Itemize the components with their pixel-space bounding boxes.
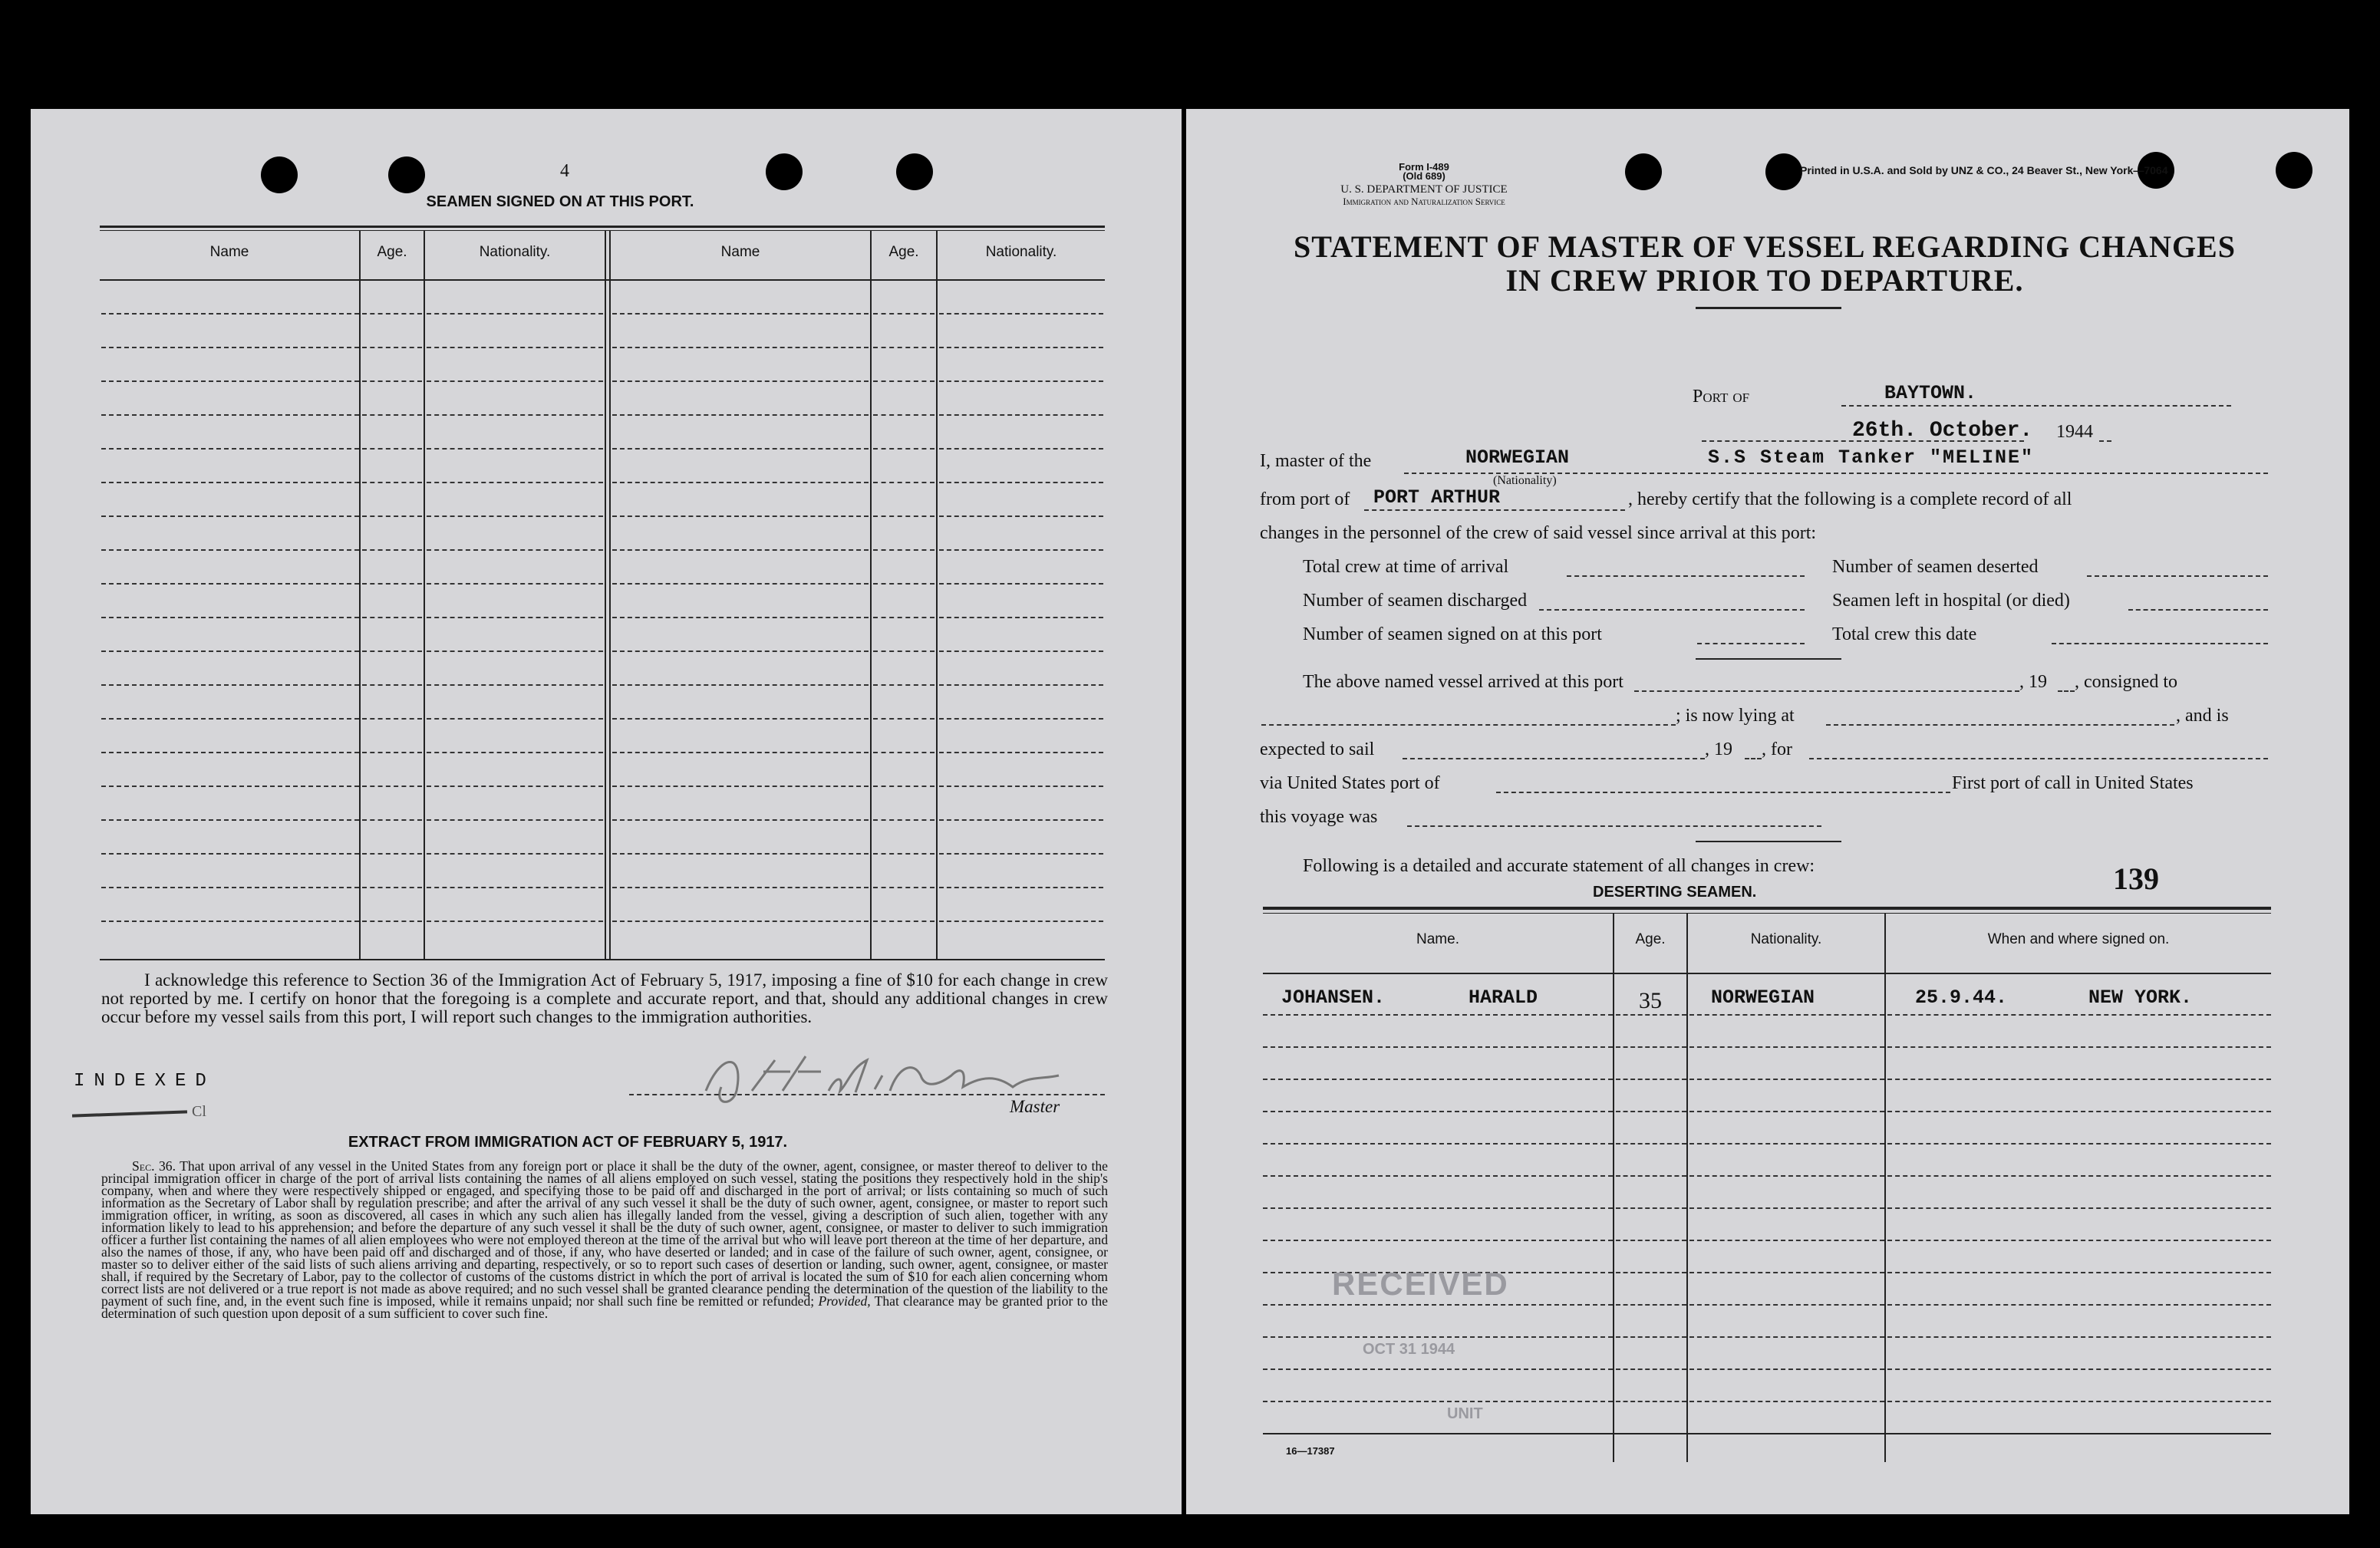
table-rule-line	[427, 853, 603, 855]
title-rule	[1696, 307, 1841, 309]
nationality-value: NORWEGIAN	[1465, 446, 1570, 469]
table-rule-line	[1689, 1175, 1884, 1177]
table-rule-line	[612, 752, 869, 753]
table-rule-line	[939, 887, 1103, 888]
from-port-line	[1364, 509, 1625, 511]
stamp-underline	[72, 1110, 187, 1117]
port-of-value: BAYTOWN.	[1884, 382, 1977, 404]
lying-line	[1826, 724, 2174, 726]
table-rule-line	[427, 684, 603, 686]
table-rule-line	[362, 752, 422, 753]
received-stamp-unit: UNIT	[1447, 1405, 1483, 1422]
table-rule-line	[1263, 1111, 1613, 1112]
stat-discharged: Number of seamen discharged	[1303, 591, 1528, 611]
table-rule-line	[101, 448, 359, 450]
table-rule-line	[427, 819, 603, 821]
master-of-label: I, master of the	[1260, 451, 1372, 471]
table-rule-line	[362, 549, 422, 551]
table-rule-line	[101, 684, 359, 686]
table-rule-line	[101, 347, 359, 348]
table-rule-line	[939, 617, 1103, 618]
table-rule-line	[101, 752, 359, 753]
extract-sec: Sec. 36.	[132, 1158, 176, 1174]
table-rule-line	[101, 718, 359, 720]
vessel-value: S.S Steam Tanker "MELINE"	[1708, 446, 2035, 469]
column-header-age: Age.	[377, 244, 407, 260]
col-divider	[424, 230, 425, 959]
table-rule-line	[362, 482, 422, 483]
deserting-title: DESERTING SEAMEN.	[1593, 884, 1757, 901]
table-rule-line	[1689, 1014, 1884, 1016]
table-rule-line	[1616, 1014, 1686, 1016]
year-line	[2099, 440, 2111, 442]
table-rule-line	[427, 380, 603, 382]
table-rule-line	[1689, 1143, 1884, 1145]
table-rule-line	[101, 650, 359, 652]
table-rule-line	[1616, 1304, 1686, 1306]
table-rule-line	[873, 752, 935, 753]
table-rule-line	[101, 380, 359, 382]
table-rule-line	[1689, 1111, 1884, 1112]
table-rule-line	[427, 482, 603, 483]
arrived-line	[1634, 690, 2019, 692]
table-rule-line	[101, 583, 359, 585]
table-rule-line	[612, 786, 869, 787]
arrived-text: The above named vessel arrived at this port	[1303, 672, 1623, 692]
column-header-name: Name	[209, 244, 249, 260]
table-rule-line	[1887, 1368, 2271, 1370]
stat-signed-on: Number of seamen signed on at this port	[1303, 624, 1602, 644]
table-rule-line	[873, 921, 935, 922]
extract-text	[101, 1160, 1108, 1319]
table-rule-line	[612, 347, 869, 348]
table-rule-line	[939, 684, 1103, 686]
table-rule-line	[873, 482, 935, 483]
column-header-age-2: Age.	[888, 244, 919, 260]
table-rule-line	[1616, 1207, 1686, 1209]
table-rule-line	[1689, 1272, 1884, 1273]
table-header-rule	[100, 279, 1105, 281]
table-rule-line	[101, 887, 359, 888]
stat-hospital: Seamen left in hospital (or died)	[1832, 591, 2070, 611]
table-rule-line	[1689, 1304, 1884, 1306]
table-rule-line	[873, 617, 935, 618]
table-rule-line	[362, 347, 422, 348]
table-rule-line	[1887, 1207, 2271, 1209]
column-header-nationality: Nationality.	[1750, 931, 1822, 947]
year-value: 1944	[2056, 422, 2093, 442]
stat-line	[2052, 643, 2268, 644]
deserter-surname: JOHANSEN.	[1281, 986, 1386, 1009]
table-rule-line	[362, 448, 422, 450]
table-top-rule-thin	[1263, 913, 2271, 914]
table-rule-line	[1616, 1401, 1686, 1402]
deserter-nationality: NORWEGIAN	[1711, 986, 1815, 1009]
table-rule-line	[362, 819, 422, 821]
table-rule-line	[1616, 1336, 1686, 1338]
stat-line	[2128, 609, 2268, 611]
table-rule-line	[427, 414, 603, 416]
table-rule-line	[612, 684, 869, 686]
table-rule-line	[612, 448, 869, 450]
table-top-rule-thin	[100, 230, 1105, 231]
table-rule-line	[873, 684, 935, 686]
table-rule-line	[939, 650, 1103, 652]
nationality-caption: (Nationality)	[1493, 474, 1557, 487]
consigned-to: , consigned to	[2075, 672, 2177, 692]
table-rule-line	[1263, 1143, 1613, 1145]
table-rule-line	[1616, 1368, 1686, 1370]
deserter-signed-date: 25.9.44.	[1915, 986, 2008, 1009]
table-rule-line	[873, 414, 935, 416]
table-rule-line	[427, 549, 603, 551]
table-rule-line	[101, 853, 359, 855]
column-header-signed-on: When and where signed on.	[1987, 931, 2170, 947]
table-rule-line	[427, 786, 603, 787]
table-rule-line	[939, 853, 1103, 855]
nineteen-2: , 19	[1705, 739, 1732, 759]
table-rule-line	[873, 718, 935, 720]
changes-text: changes in the personnel of the crew of said vessel since arrival at this port:	[1260, 523, 1817, 543]
table-rule-line	[612, 819, 869, 821]
col-divider	[1686, 913, 1688, 1462]
table-rule-line	[939, 718, 1103, 720]
column-header-name: Name.	[1416, 931, 1459, 947]
table-rule-line	[873, 380, 935, 382]
title-line-1: STATEMENT OF MASTER OF VESSEL REGARDING CHANGES	[1294, 229, 2236, 264]
col-divider	[359, 230, 361, 959]
deserter-age: 35	[1639, 988, 1662, 1013]
year-line	[1745, 758, 1762, 759]
right-page	[1186, 109, 2349, 1514]
stat-line	[1697, 643, 1805, 644]
received-stamp: RECEIVED	[1332, 1266, 1509, 1302]
via-port: via United States port of	[1260, 773, 1440, 793]
consignee-line	[1261, 724, 1676, 726]
form-number: Form I-489	[1399, 161, 1449, 173]
table-rule-line	[939, 482, 1103, 483]
voyage-was: this voyage was	[1260, 807, 1378, 827]
service: Immigration and Naturalization Service	[1343, 196, 1505, 207]
table-rule-line	[1887, 1304, 2271, 1306]
table-rule-line	[939, 819, 1103, 821]
received-stamp-date: OCT 31 1944	[1363, 1341, 1455, 1358]
table-rule-line	[1616, 1079, 1686, 1080]
title-line-2: IN CREW PRIOR TO DEPARTURE.	[1505, 263, 2024, 298]
date-value: 26th. October.	[1852, 419, 2033, 443]
port-of-line	[1841, 405, 2231, 407]
punch-hole	[2276, 152, 2312, 189]
table-rule-line	[1263, 1368, 1613, 1370]
table-rule-line	[939, 313, 1103, 315]
table-rule-line	[427, 617, 603, 618]
voyage-line	[1407, 825, 1821, 827]
table-rule-line	[1263, 1304, 1613, 1306]
table-rule-line	[1887, 1079, 2271, 1080]
form-title	[1258, 230, 2271, 298]
table-rule-line	[612, 617, 869, 618]
table-rule-line	[873, 313, 935, 315]
col-divider	[870, 230, 872, 959]
punch-hole	[896, 153, 933, 190]
punch-hole	[1765, 153, 1802, 190]
and-is: , and is	[2176, 706, 2229, 726]
table-rule-line	[427, 650, 603, 652]
table-rule-line	[939, 583, 1103, 585]
signature-line	[629, 1094, 1105, 1095]
stat-line	[1567, 575, 1805, 577]
printer-line: Printed in U.S.A. and Sold by UNZ & CO., 24 Beaver St., New York—7064	[1800, 164, 2168, 176]
table-rule-line	[873, 549, 935, 551]
table-rule-line	[939, 448, 1103, 450]
table-rule-line	[939, 786, 1103, 787]
table-rule-line	[939, 347, 1103, 348]
table-rule-line	[362, 515, 422, 517]
page-stamp-number: 139	[2113, 861, 2159, 896]
table-rule-line	[1689, 1240, 1884, 1241]
stat-line	[2087, 575, 2268, 577]
table-rule-line	[1263, 1079, 1613, 1080]
section-title: SEAMEN SIGNED ON AT THIS PORT.	[426, 193, 694, 210]
table-rule-line	[1887, 1336, 2271, 1338]
table-rule-line	[1689, 1079, 1884, 1080]
table-rule-line	[612, 482, 869, 483]
master-label: Master	[1010, 1097, 1060, 1116]
punch-hole	[1625, 153, 1662, 190]
expected-to-sail: expected to sail	[1260, 739, 1375, 759]
stats-rule	[1696, 658, 1841, 660]
table-rule-line	[1616, 1111, 1686, 1112]
table-rule-line	[1263, 1046, 1613, 1048]
table-rule-line	[612, 853, 869, 855]
table-rule-line	[1263, 1014, 1613, 1016]
table-rule-line	[1689, 1207, 1884, 1209]
table-rule-line	[612, 650, 869, 652]
column-header-nationality-2: Nationality.	[985, 244, 1057, 260]
table-rule-line	[101, 313, 359, 315]
table-rule-line	[873, 887, 935, 888]
certify-text: , hereby certify that the following is a complete record of all	[1628, 489, 2072, 509]
table-rule-line	[427, 921, 603, 922]
table-rule-line	[101, 786, 359, 787]
table-rule-line	[939, 921, 1103, 922]
now-lying: ; is now lying at	[1676, 706, 1795, 726]
table-rule-line	[101, 921, 359, 922]
table-rule-line	[362, 414, 422, 416]
voyage-rule	[1696, 841, 1841, 842]
table-rule-line	[1887, 1401, 2271, 1402]
table-rule-line	[101, 482, 359, 483]
table-rule-line	[1616, 1143, 1686, 1145]
table-rule-line	[612, 921, 869, 922]
table-rule-line	[1887, 1046, 2271, 1048]
table-rule-line	[1887, 1175, 2271, 1177]
table-rule-line	[1616, 1240, 1686, 1241]
from-port-label: from port of	[1260, 489, 1350, 509]
table-rule-line	[1887, 1111, 2271, 1112]
stat-total-date: Total crew this date	[1832, 624, 1977, 644]
table-rule-line	[873, 583, 935, 585]
table-rule-line	[362, 684, 422, 686]
table-rule-line	[873, 650, 935, 652]
table-rule-line	[362, 887, 422, 888]
form-old: (Old 689)	[1403, 170, 1445, 182]
extract-end: That clearance may be granted prior to the determination of such question upon deposit of a sum sufficient to cover such fine.	[101, 1293, 1108, 1321]
department: U. S. DEPARTMENT OF JUSTICE	[1340, 183, 1508, 196]
deserter-given-name: HARALD	[1469, 986, 1538, 1009]
table-rule-line	[427, 347, 603, 348]
table-rule-line	[612, 313, 869, 315]
stat-total-arrival: Total crew at time of arrival	[1303, 557, 1509, 577]
col-divider	[936, 230, 938, 959]
punch-hole	[388, 156, 425, 193]
table-rule-line	[1263, 1240, 1613, 1241]
table-rule-line	[939, 752, 1103, 753]
table-rule-line	[362, 650, 422, 652]
stat-line	[1539, 609, 1805, 611]
table-rule-line	[362, 718, 422, 720]
table-rule-line	[362, 921, 422, 922]
table-rule-line	[1689, 1368, 1884, 1370]
table-rule-line	[612, 414, 869, 416]
table-rule-line	[939, 380, 1103, 382]
table-rule-line	[1887, 1240, 2271, 1241]
first-port: First port of call in United States	[1952, 773, 2194, 793]
year-line	[2058, 690, 2075, 692]
punch-hole	[766, 153, 803, 190]
page-number: 4	[560, 161, 569, 181]
following-text: Following is a detailed and accurate statement of all changes in crew:	[1303, 856, 1815, 876]
table-rule-line	[362, 583, 422, 585]
table-rule-line	[1689, 1046, 1884, 1048]
department-block	[1263, 184, 1585, 207]
column-header-age: Age.	[1635, 931, 1666, 947]
table-rule-line	[427, 752, 603, 753]
table-rule-line	[101, 549, 359, 551]
col-divider	[1884, 913, 1886, 1462]
table-rule-line	[362, 853, 422, 855]
table-rule-line	[612, 718, 869, 720]
table-rule-line	[1616, 1046, 1686, 1048]
extract-body: That upon arrival of any vessel in the United States from any foreign port or place it shall be the duty of the owner, agent, consignee, or master thereof to deliver to the principal immigration officer in charge of the port of arrival lists containing the names of all aliens employed on such vessel, stating the positions they respectively hold in the ship's company, when and where they were respectively shipped or engaged, and specifying those to be paid off and discharged in the port of arrival; or lists containing so much of such information as the Secretary of Labor shall by regulation prescribe; and after the arrival of any such vessel it shall be the duty of such owner, agent, consignee, or master to report such immigration officer, in writing, as soon as discovered, all cases in which any such alien has illegally landed from the vessel, giving a description of such alien, together with any information likely to lead to his apprehension; and before the departure of any such vessel it shall be the duty of such owner, agent, consignee, or master to deliver to such immigration officer a further list containing the names of all alien employees who were not employed thereon at the time of the arrival but who will leave port thereon at the time of her departure, and also the names of those, if any, who have been paid off and discharged and of those, if any, who have deserted or landed; and in case of the failure of such owner, agent, consignee, or master so to deliver either of the said lists of such aliens arriving and departing, respectively, or so to report such cases of desertion or landing, such owner, agent, consignee, or master shall, if required by the Secretary of Labor, pay to the collector of customs of the customs district in which the port of arrival is located the sum of $10 for each alien concerning whom correct lists are not delivered or a true report is not made as above required; and no such vessel shall be granted clearance pending the determination of the question of the liability to the payment of such fine, and, in the event such fine is imposed, while it remains unpaid; nor shall such fine be remitted or refunded;	[101, 1158, 1108, 1309]
from-port-value: PORT ARTHUR	[1373, 486, 1501, 509]
table-rule-line	[612, 515, 869, 517]
column-header-name-2: Name	[720, 244, 760, 260]
table-rule-line	[873, 786, 935, 787]
form-number-block	[1324, 163, 1524, 181]
table-rule-line	[873, 853, 935, 855]
extract-provided: Provided,	[818, 1293, 871, 1309]
table-rule-line	[1689, 1401, 1884, 1402]
table-rule-line	[362, 313, 422, 315]
column-header-nationality: Nationality.	[479, 244, 551, 260]
table-rule-line	[1263, 1336, 1613, 1338]
extract-title: EXTRACT FROM IMMIGRATION ACT OF FEBRUARY 5, 1917.	[348, 1134, 788, 1151]
table-rule-line	[612, 380, 869, 382]
table-header-rule	[1263, 973, 2271, 974]
table-rule-line	[427, 887, 603, 888]
table-rule-line	[1263, 1207, 1613, 1209]
deserter-signed-place: NEW YORK.	[2088, 986, 2193, 1009]
table-rule-line	[427, 718, 603, 720]
table-rule-line	[101, 617, 359, 618]
table-rule-line	[101, 515, 359, 517]
table-rule-line	[427, 448, 603, 450]
table-rule-line	[1887, 1272, 2271, 1273]
table-rule-line	[939, 414, 1103, 416]
table-top-rule	[1263, 907, 2271, 910]
table-rule-line	[427, 583, 603, 585]
nineteen-1: , 19	[2019, 672, 2047, 692]
table-rule-line	[612, 583, 869, 585]
stat-deserted: Number of seamen deserted	[1832, 557, 2039, 577]
table-rule-line	[873, 819, 935, 821]
table-rule-line	[101, 414, 359, 416]
sail-line	[1403, 758, 1705, 759]
table-rule-line	[1263, 1401, 1613, 1402]
table-rule-line	[612, 549, 869, 551]
table-rule-line	[1887, 1143, 2271, 1145]
table-rule-line	[427, 515, 603, 517]
table-rule-line	[101, 819, 359, 821]
port-of-label: Port of	[1693, 387, 1750, 407]
footer-code: 16—17387	[1286, 1445, 1335, 1457]
table-rule-line	[873, 515, 935, 517]
table-bottom-rule	[1263, 1433, 2271, 1434]
table-rule-line	[362, 617, 422, 618]
for-label: , for	[1762, 739, 1792, 759]
table-bottom-rule	[100, 959, 1105, 960]
table-rule-line	[939, 515, 1103, 517]
col-divider	[1613, 913, 1614, 1462]
table-rule-line	[1616, 1175, 1686, 1177]
table-top-rule	[100, 226, 1105, 228]
via-line	[1496, 792, 1950, 793]
table-rule-line	[939, 549, 1103, 551]
acknowledgement-text: I acknowledge this reference to Section 36 of the Immigration Act of February 5, 1917, imposing a fine of $10 for each change in crew not reported by me. I certify on honor that the foregoing is a complete and accurate report, and that, should any additional changes in crew occur before my vessel sails from this port, I will report such changes to the immigration authorities.	[101, 970, 1108, 1026]
for-line	[1809, 758, 2268, 759]
col-divider	[609, 230, 611, 959]
table-rule-line	[362, 786, 422, 787]
table-rule-line	[1616, 1272, 1686, 1273]
stamp-fragment: Cl	[192, 1103, 206, 1120]
table-rule-line	[1689, 1336, 1884, 1338]
table-rule-line	[1887, 1014, 2271, 1016]
table-rule-line	[873, 448, 935, 450]
table-rule-line	[1263, 1175, 1613, 1177]
table-rule-line	[612, 887, 869, 888]
table-rule-line	[427, 313, 603, 315]
punch-hole	[261, 156, 298, 193]
indexed-stamp: INDEXED	[74, 1071, 216, 1092]
col-divider	[605, 230, 606, 959]
table-rule-line	[873, 347, 935, 348]
table-rule-line	[362, 380, 422, 382]
left-page	[31, 109, 1182, 1514]
